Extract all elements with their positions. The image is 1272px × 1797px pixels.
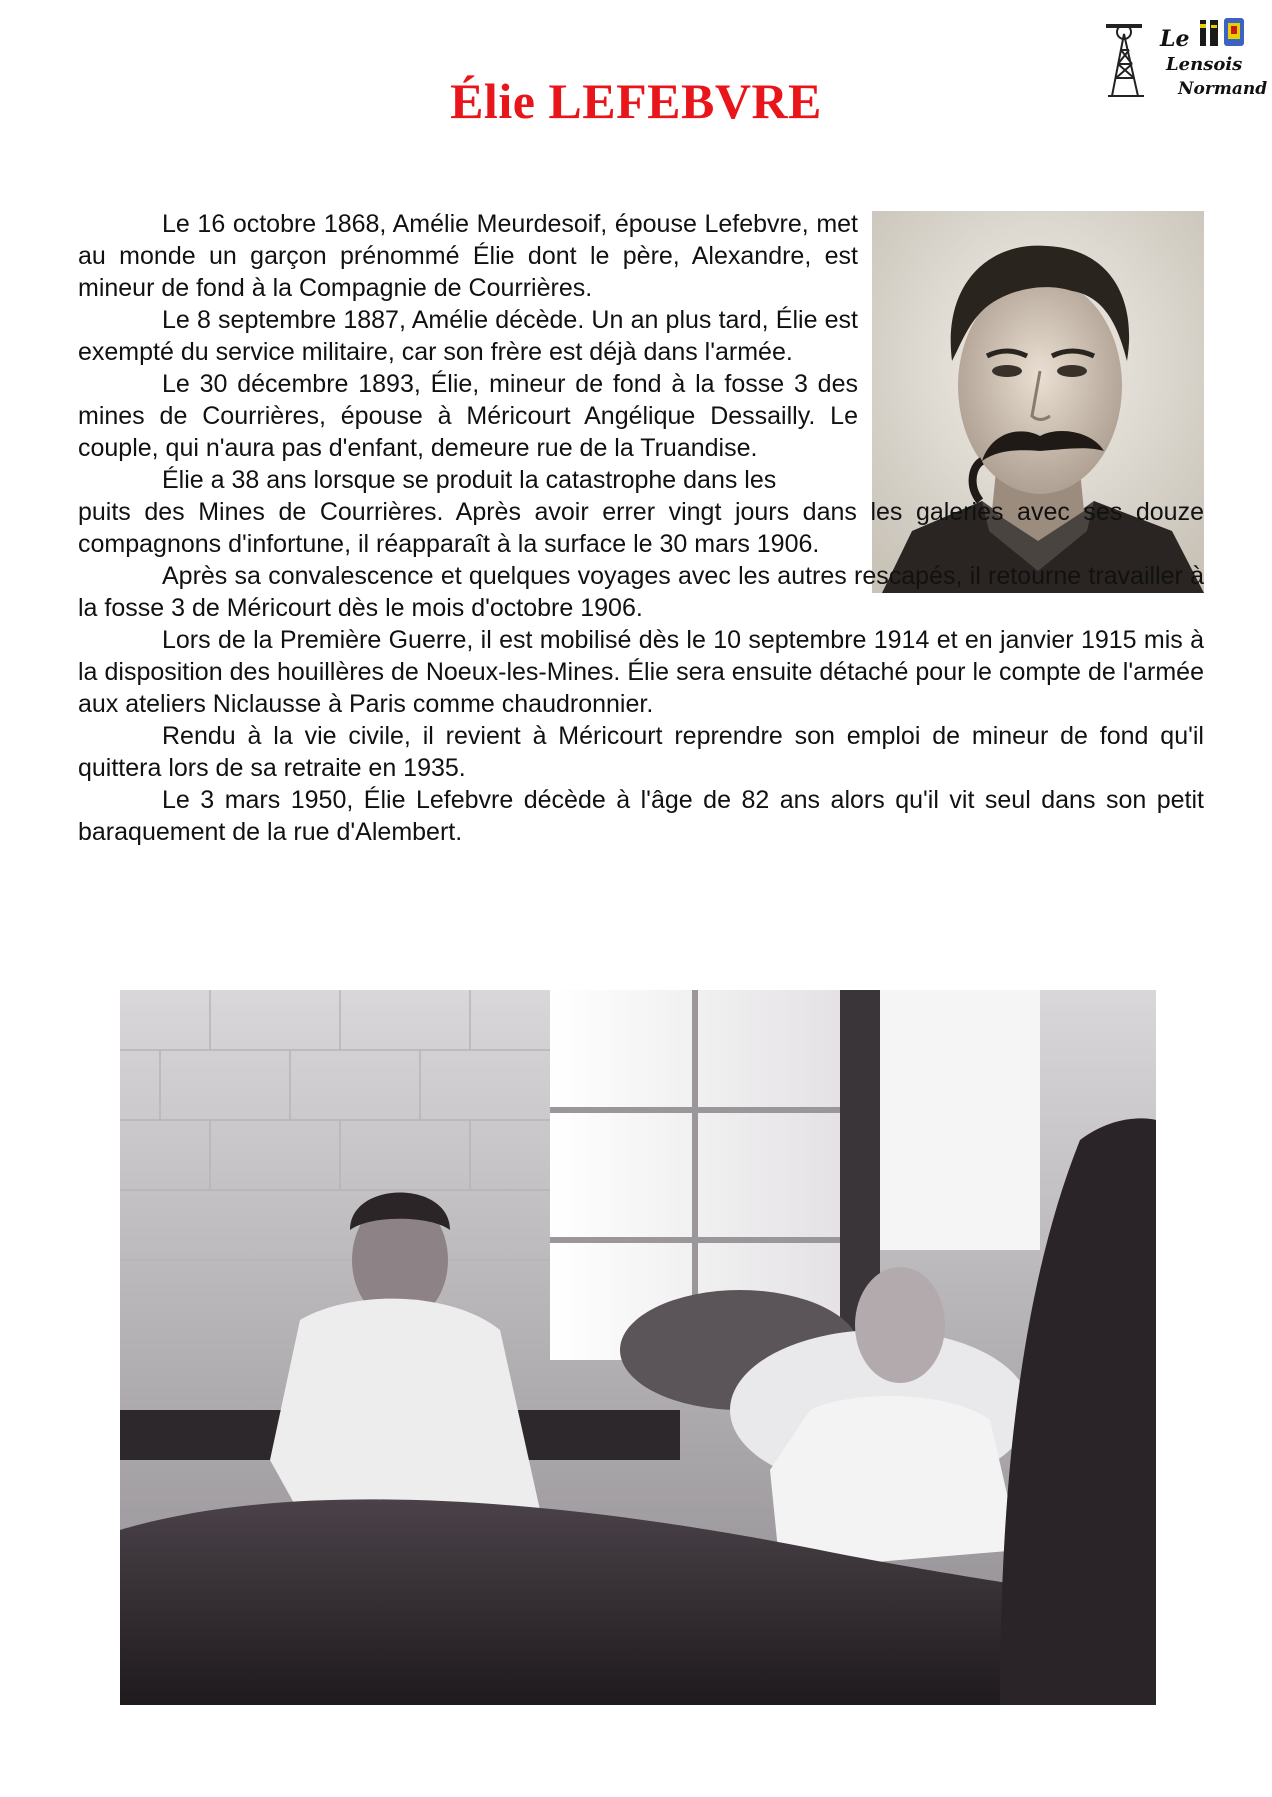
- paragraph: Le 30 décembre 1893, Élie, mineur de fond à la fosse 3 des mines de Courrières, épouse à Méricourt Angélique Dessailly. Le couple, qui n'aura pas d'enfant, demeure rue de la Truandise.: [78, 370, 858, 462]
- paragraph: Le 16 octobre 1868, Amélie Meurdesoif, épouse Lefebvre, met au monde un garçon prénommé Élie dont le père, Alexandre, est mineur de fond à la Compagnie de Courrières.: [78, 210, 858, 302]
- paragraph: Lors de la Première Guerre, il est mobilisé dès le 10 septembre 1914 et en janvier 1915 mis à la disposition des houillères de Noeux-les-Mines. Élie sera ensuite détaché pour le compte de l'armée aux ateliers Niclausse à Paris comme chaudronnier.: [78, 626, 1204, 718]
- biography-text: [78, 208, 1204, 848]
- biography-text-wide: [78, 496, 1204, 848]
- logo-text-le: Le: [1160, 26, 1190, 52]
- paragraph: Après sa convalescence et quelques voyages avec les autres rescapés, il retourne travailler à la fosse 3 de Méricourt dès le mois d'octobre 1906.: [78, 562, 1204, 622]
- paragraph: Élie a 38 ans lorsque se produit la catastrophe dans les: [162, 466, 777, 494]
- paragraph-continuation: puits des Mines de Courrières. Après avoir errer vingt jours dans les galeries avec ses douze compagnons d'infortune, il réapparaît à la surface le 30 mars 1906.: [78, 498, 1204, 558]
- logo-text-lensois: Lensois: [1166, 54, 1243, 75]
- biography-text-narrow: [78, 208, 858, 496]
- page-title: Élie LEFEBVRE: [450, 73, 822, 129]
- paragraph: Rendu à la vie civile, il revient à Méricourt reprendre son emploi de mineur de fond qu'il quittera lors de sa retraite en 1935.: [78, 722, 1204, 782]
- hospital-bed-photo-icon: [120, 990, 1156, 1705]
- hospital-bed-photo: [120, 990, 1156, 1705]
- logo-text-normand: Normand: [1178, 79, 1268, 99]
- paragraph: Le 3 mars 1950, Élie Lefebvre décède à l'âge de 82 ans alors qu'il vit seul dans son petit baraquement de la rue d'Alembert.: [78, 786, 1204, 846]
- paragraph: Le 8 septembre 1887, Amélie décède. Un an plus tard, Élie est exempté du service militaire, car son frère est déjà dans l'armée.: [78, 306, 858, 366]
